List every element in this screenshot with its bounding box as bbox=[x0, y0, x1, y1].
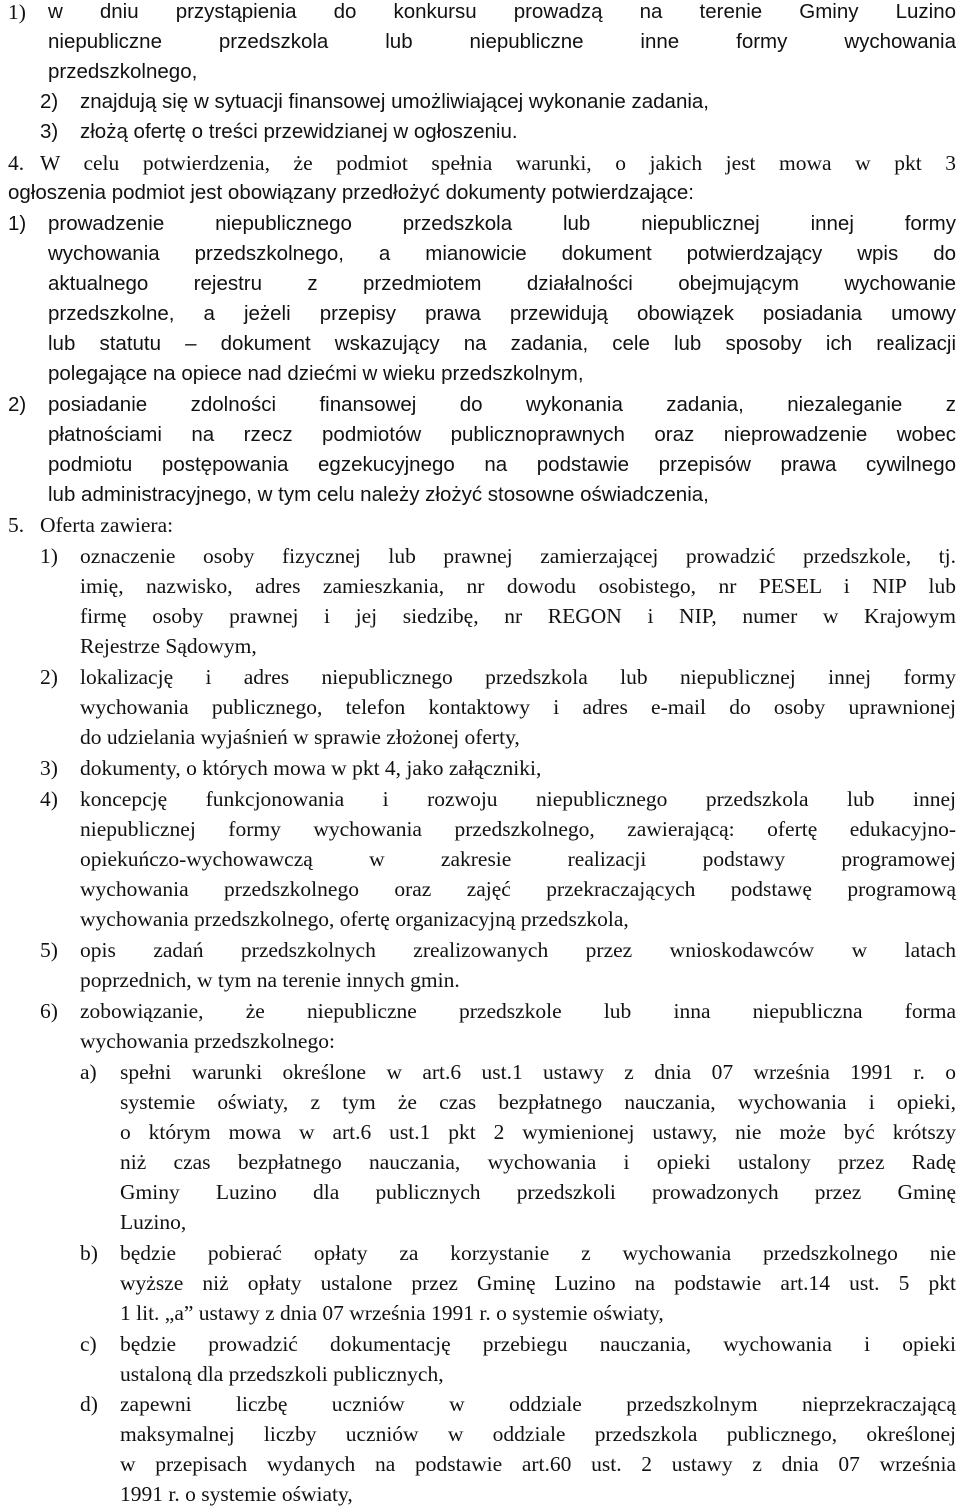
text-line: w dniu przystąpienia do konkursu prowadzą na terenie Gminy Luzino bbox=[48, 0, 956, 23]
text-line: systemie oświaty, z tym że czas bezpłatnego nauczania, wychowania i opieki, bbox=[120, 1090, 956, 1114]
list-marker: 6) bbox=[40, 999, 58, 1023]
section-marker: 5. bbox=[8, 513, 25, 537]
list-marker: b) bbox=[80, 1241, 98, 1265]
text-line: ustaloną dla przedszkoli publicznych, bbox=[120, 1362, 444, 1386]
text-line: niepublicznej formy wychowania przedszkolnego, zawierającą: ofertę edukacyjno- bbox=[80, 817, 956, 841]
list-marker: a) bbox=[80, 1060, 97, 1084]
text-line: podmiotu postępowania egzekucyjnego na podstawie przepisów prawa cywilnego bbox=[48, 453, 956, 476]
text-line: ogłoszenia podmiot jest obowiązany przedłożyć dokumenty potwierdzające: bbox=[8, 181, 694, 204]
text-line: posiadanie zdolności finansowej do wykonania zadania, niezaleganie z bbox=[48, 393, 956, 416]
text-line: wychowania przedszkolnego: bbox=[80, 1029, 335, 1053]
list-marker: d) bbox=[80, 1392, 98, 1416]
list-marker: 5) bbox=[40, 938, 58, 962]
text-line: lub statutu – dokument wskazujący na zadania, cele lub sposoby ich realizacji bbox=[48, 332, 956, 355]
text-line: spełni warunki określone w art.6 ust.1 ustawy z dnia 07 września 1991 r. o bbox=[120, 1060, 956, 1084]
list-marker: 4) bbox=[40, 787, 58, 811]
text-line: do udzielania wyjaśnień w sprawie złożonej oferty, bbox=[80, 725, 520, 749]
text-line: w przepisach wydanych na podstawie art.60 ust. 2 ustawy z dnia 07 września bbox=[120, 1452, 956, 1476]
text-line: złożą ofertę o treści przewidzianej w ogłoszeniu. bbox=[80, 120, 518, 143]
text-line: zapewni liczbę uczniów w oddziale przedszkolnym nieprzekraczającą bbox=[120, 1392, 956, 1416]
text-line: prowadzenie niepublicznego przedszkola lub niepublicznej innej formy bbox=[48, 212, 956, 235]
text-line: oznaczenie osoby fizycznej lub prawnej zamierzającej prowadzić przedszkole, tj. bbox=[80, 544, 956, 568]
text-line: niepubliczne przedszkola lub niepubliczne inne formy wychowania bbox=[48, 30, 956, 53]
list-marker: c) bbox=[80, 1332, 97, 1356]
text-line: lokalizację i adres niepublicznego przedszkola lub niepublicznej innej formy bbox=[80, 665, 956, 689]
text-line: firmę osoby prawnej i jej siedzibę, nr REGON i NIP, numer w Krajowym bbox=[80, 604, 956, 628]
text-line: 1 lit. „a” ustawy z dnia 07 września 1991 r. o systemie oświaty, bbox=[120, 1301, 664, 1325]
text-line: polegające na opiece nad dziećmi w wieku przedszkolnym, bbox=[48, 362, 584, 385]
list-marker: 3) bbox=[40, 120, 59, 143]
text-line: będzie pobierać opłaty za korzystanie z wychowania przedszkolnego nie bbox=[120, 1241, 956, 1265]
text-line: przedszkolnego, bbox=[48, 60, 198, 83]
text-line: poprzednich, w tym na terenie innych gmin. bbox=[80, 968, 460, 992]
text-line: Rejestrze Sądowym, bbox=[80, 634, 257, 658]
text-line: dokumenty, o których mowa w pkt 4, jako załączniki, bbox=[80, 756, 542, 780]
text-line: wychowania przedszkolnego, a mianowicie dokument potwierdzający wpis do bbox=[48, 242, 956, 265]
text-line: Luzino, bbox=[120, 1210, 187, 1234]
list-marker: 1) bbox=[8, 0, 26, 24]
text-line: wychowania przedszkolnego, ofertę organizacyjną przedszkola, bbox=[80, 907, 629, 931]
text-line: wyższe niż opłaty ustalone przez Gminę Luzino na podstawie art.14 ust. 5 pkt bbox=[120, 1271, 956, 1295]
text-line: wychowania publicznego, telefon kontaktowy i adres e-mail do osoby uprawnionej bbox=[80, 695, 956, 719]
text-line: niż czas bezpłatnego nauczania, wychowania i opieki ustalony przez Radę bbox=[120, 1150, 956, 1174]
text-line: wychowania przedszkolnego oraz zajęć przekraczających podstawę programową bbox=[80, 877, 956, 901]
text-line: znajdują się w sytuacji finansowej umożliwiającej wykonanie zadania, bbox=[80, 90, 709, 113]
text-line: Gminy Luzino dla publicznych przedszkoli prowadzonych przez Gminę bbox=[120, 1180, 956, 1204]
text-line: przedszkolne, a jeżeli przepisy prawa przewidują obowiązek posiadania umowy bbox=[48, 302, 956, 325]
text-line: o którym mowa w art.6 ust.1 pkt 2 wymienionej ustawy, nie może być krótszy bbox=[120, 1120, 956, 1144]
text-line: koncepcję funkcjonowania i rozwoju niepublicznego przedszkola lub innej bbox=[80, 787, 956, 811]
list-marker: 1) bbox=[40, 544, 58, 568]
text-line: aktualnego rejestru z przedmiotem działalności obejmującym wychowanie bbox=[48, 272, 956, 295]
text-line: opiekuńczo-wychowawczą w zakresie realizacji podstawy programowej bbox=[80, 847, 956, 871]
text-line: opis zadań przedszkolnych zrealizowanych przez wnioskodawców w latach bbox=[80, 938, 956, 962]
text-line: Oferta zawiera: bbox=[40, 513, 174, 537]
text-line: maksymalnej liczby uczniów w oddziale przedszkola publicznego, określonej bbox=[120, 1422, 956, 1446]
list-marker: 2) bbox=[40, 665, 58, 689]
text-line: zobowiązanie, że niepubliczne przedszkole lub inna niepubliczna forma bbox=[80, 999, 956, 1023]
text-line: będzie prowadzić dokumentację przebiegu nauczania, wychowania i opieki bbox=[120, 1332, 956, 1356]
text-line: lub administracyjnego, w tym celu należy złożyć stosowne oświadczenia, bbox=[48, 483, 709, 506]
section-marker: 4. bbox=[8, 151, 25, 175]
text-line: imię, nazwisko, adres zamieszkania, nr dowodu osobistego, nr PESEL i NIP lub bbox=[80, 574, 956, 598]
text-line: płatnościami na rzecz podmiotów publicznoprawnych oraz nieprowadzenie wobec bbox=[48, 423, 956, 446]
list-marker: 2) bbox=[8, 393, 27, 416]
text-line: 1991 r. o systemie oświaty, bbox=[120, 1482, 353, 1506]
list-marker: 3) bbox=[40, 756, 58, 780]
text-line: W celu potwierdzenia, że podmiot spełnia warunki, o jakich jest mowa w pkt 3 bbox=[40, 151, 956, 175]
list-marker: 1) bbox=[8, 212, 27, 235]
list-marker: 2) bbox=[40, 90, 59, 113]
